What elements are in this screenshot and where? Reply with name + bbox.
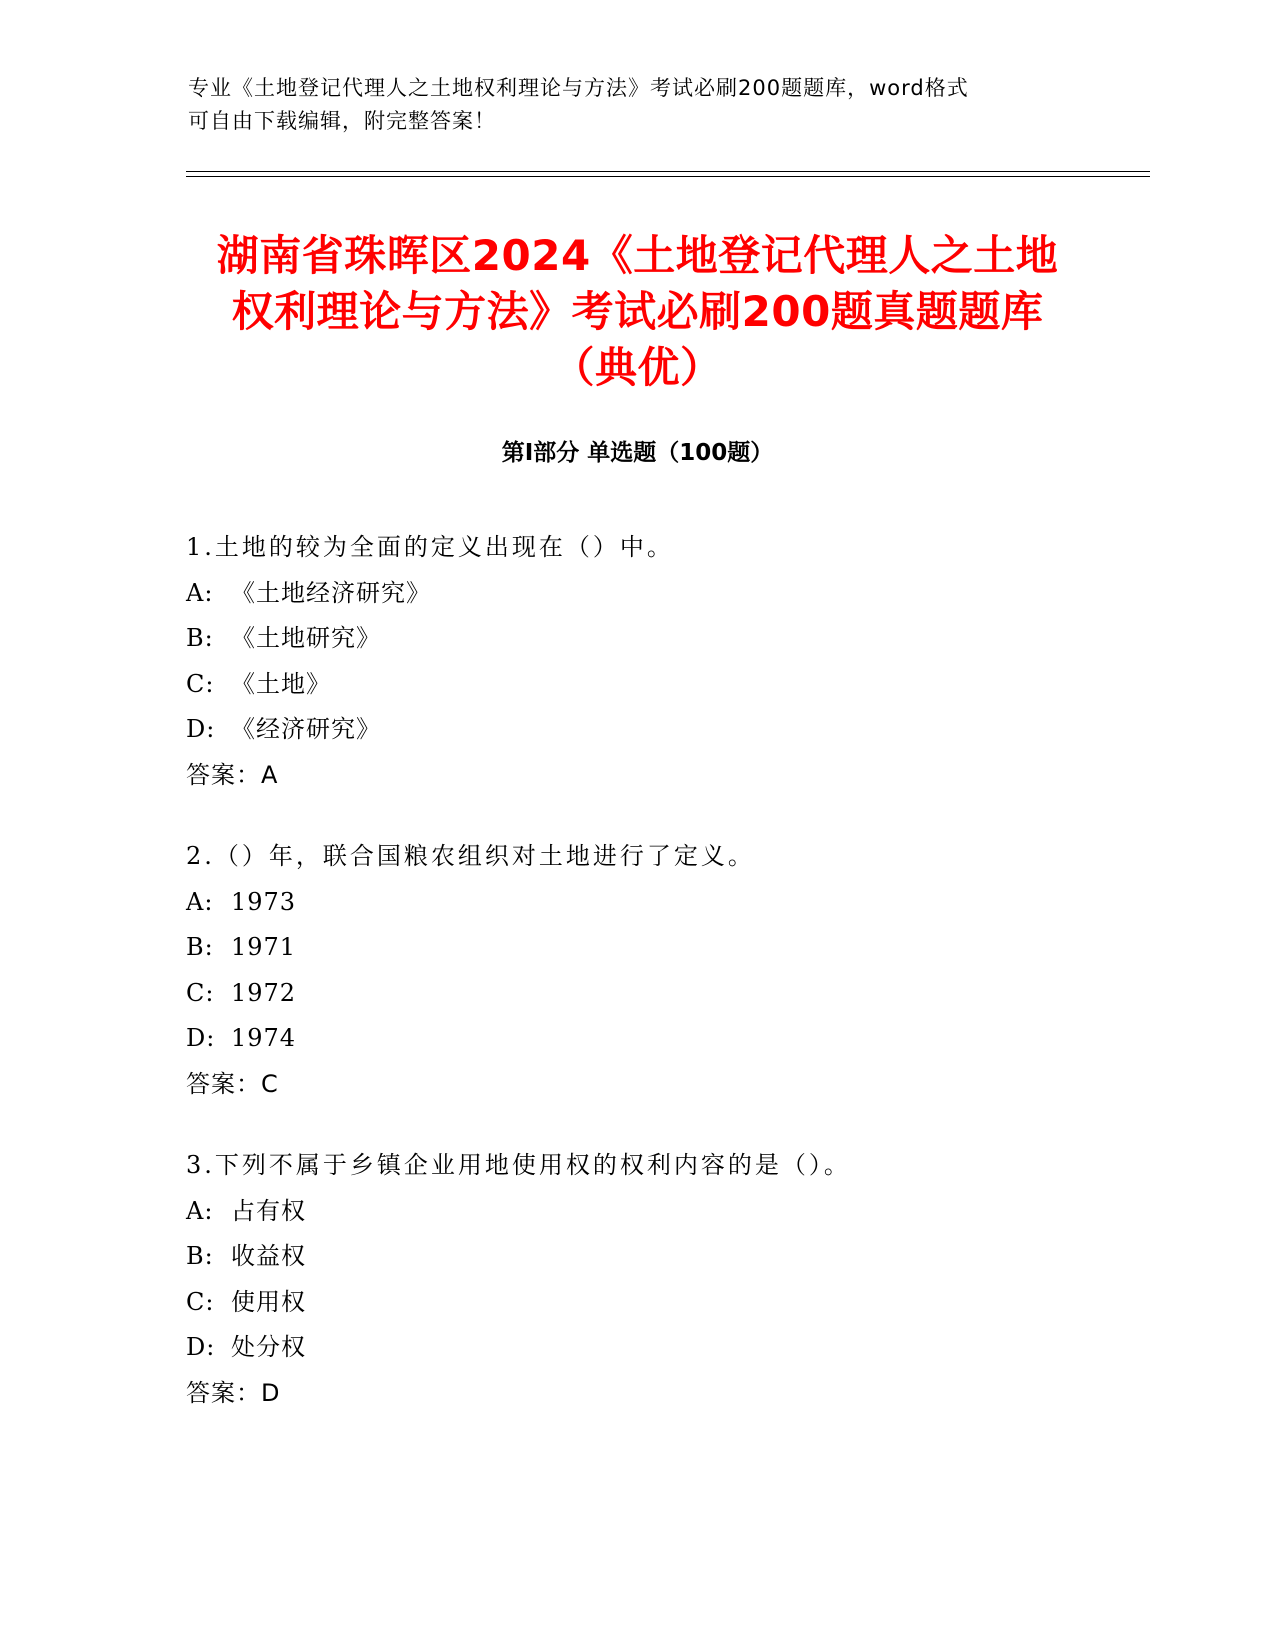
option-text: 占有权 <box>231 1196 306 1225</box>
option-b <box>186 616 1126 662</box>
option-text: 《土地研究》 <box>231 624 381 652</box>
option-d <box>186 1016 1126 1062</box>
document-title-line-1: 湖南省珠晖区2024《土地登记代理人之土地 <box>216 231 1059 280</box>
option-text: 1971 <box>231 933 297 961</box>
option-key: B: <box>186 1242 214 1270</box>
option-text: 处分权 <box>231 1333 306 1361</box>
question-1 <box>186 525 1126 798</box>
question-list <box>186 525 1126 1452</box>
option-key: C: <box>186 1287 215 1316</box>
option-text: 1973 <box>231 887 297 916</box>
option-key: C: <box>186 978 215 1007</box>
option-text: 1974 <box>231 1024 297 1052</box>
question-3 <box>186 1143 1126 1416</box>
option-text: 《土地经济研究》 <box>231 578 431 607</box>
option-key: D: <box>186 1024 216 1052</box>
option-a <box>186 880 1126 926</box>
option-b <box>186 1234 1126 1280</box>
document-title-line-2: 权利理论与方法》考试必刷200题真题题库 <box>231 287 1044 336</box>
question-2 <box>186 834 1126 1107</box>
header-note-line-1: 专业《土地登记代理人之土地权利理论与方法》考试必刷200题题库，word格式 <box>188 76 969 100</box>
option-text: 《经济研究》 <box>231 715 381 743</box>
answer: 答案：D <box>186 1378 281 1407</box>
option-d <box>186 1325 1126 1371</box>
header-divider-top <box>186 171 1150 172</box>
question-text: 3.下列不属于乡镇企业用地使用权的权利内容的是（）。 <box>186 1151 851 1179</box>
option-text: 1972 <box>231 978 297 1007</box>
header-note <box>188 72 1068 138</box>
document-title <box>150 228 1125 396</box>
option-a <box>186 571 1126 617</box>
option-key: C: <box>186 669 215 698</box>
option-c <box>186 1280 1126 1326</box>
option-c <box>186 971 1126 1017</box>
option-text: 收益权 <box>231 1242 306 1270</box>
option-a <box>186 1189 1126 1235</box>
question-text: 1.土地的较为全面的定义出现在（）中。 <box>186 533 674 561</box>
answer: 答案：C <box>186 1069 279 1098</box>
option-key: D: <box>186 715 216 743</box>
option-key: B: <box>186 624 214 652</box>
option-c <box>186 662 1126 708</box>
option-text: 《土地》 <box>231 669 331 698</box>
document-title-line-3: （典优） <box>552 343 723 392</box>
header-note-line-2: 可自由下载编辑，附完整答案！ <box>188 109 496 133</box>
option-key: A: <box>186 578 214 607</box>
section-title: 第I部分 单选题（100题） <box>501 440 774 466</box>
option-b <box>186 925 1126 971</box>
option-key: A: <box>186 887 214 916</box>
option-d <box>186 707 1126 753</box>
option-text: 使用权 <box>231 1287 306 1316</box>
header-divider-bottom <box>186 176 1150 177</box>
option-key: A: <box>186 1196 214 1225</box>
option-key: B: <box>186 933 214 961</box>
question-text: 2.（）年，联合国粮农组织对土地进行了定义。 <box>186 842 755 870</box>
answer: 答案：A <box>186 760 279 789</box>
option-key: D: <box>186 1333 216 1361</box>
